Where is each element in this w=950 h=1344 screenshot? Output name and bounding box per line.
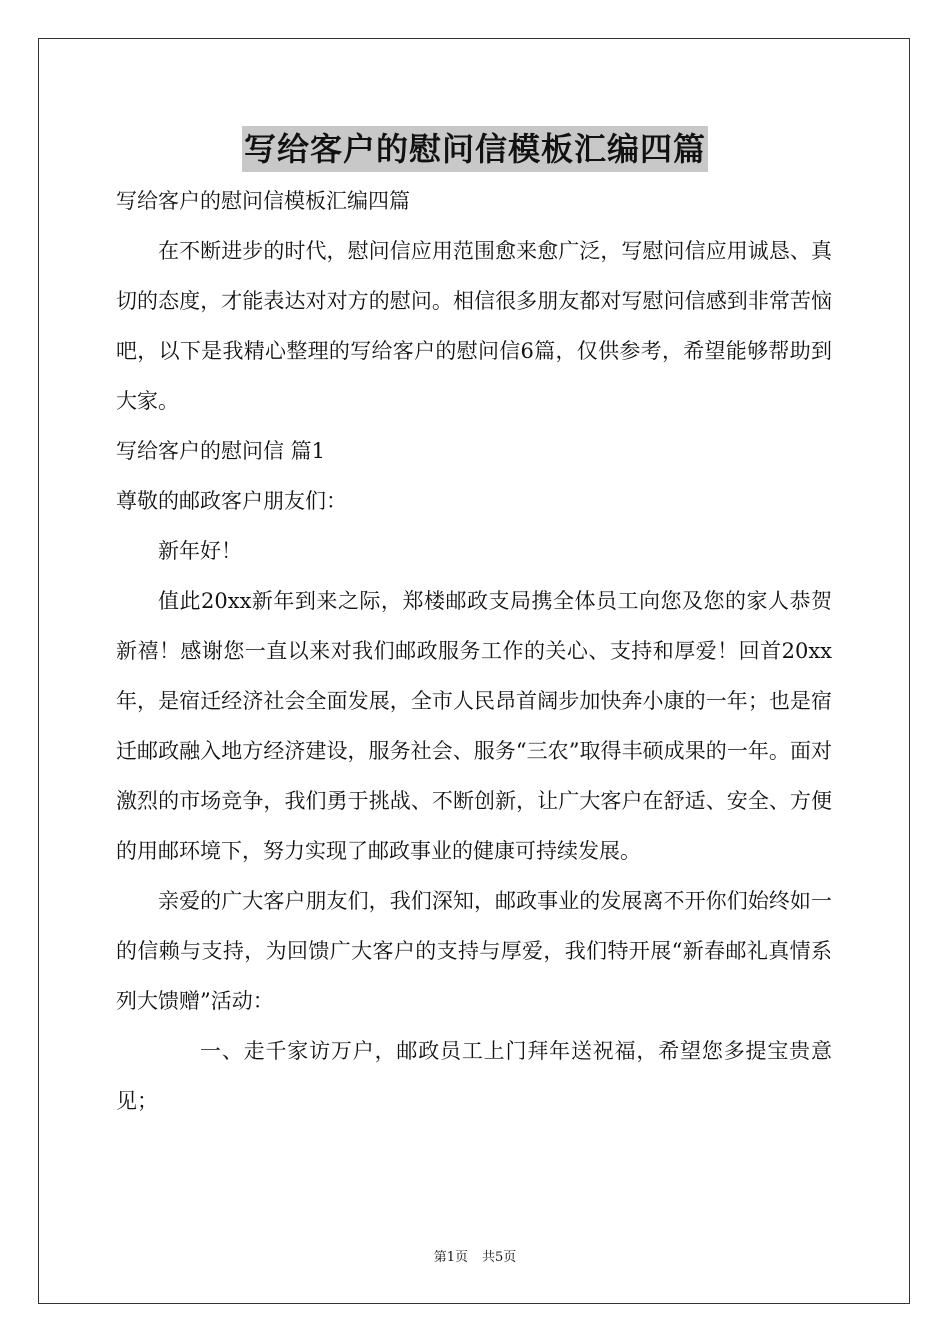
greeting: 新年好！ — [158, 539, 242, 563]
document-subtitle: 写给客户的慰问信模板汇编四篇 — [116, 189, 410, 213]
paragraph-body-2: 亲爱的广大客户朋友们，我们深知，邮政事业的发展离不开你们始终如一的信赖与支持，为回馈广大客户的支持与厚爱，我们特开展“新春邮礼真情系列大馈赠”活动： — [116, 889, 832, 1013]
salutation: 尊敬的邮政客户朋友们： — [116, 489, 347, 513]
paragraph-body-1: 值此20xx新年到来之际，郑楼邮政支局携全体员工向您及您的家人恭贺新禧！感谢您一直以来对我们邮政服务工作的关心、支持和厚爱！回首20xx年，是宿迁经济社会全面发展，全市人民昂首阔步加快奔小康的一年；也是宿迁邮政融入地方经济建设，服务社会、服务“三农”取得丰硕成果的一年。面对激烈的市场竞争，我们勇于挑战、不断创新，让广大客户在舒适、安全、方便的用邮环境下，努力实现了邮政事业的健康可持续发展。 — [116, 589, 832, 863]
title-wrap — [0, 126, 950, 172]
section-heading: 写给客户的慰问信 篇1 — [116, 439, 326, 463]
page-footer — [0, 1246, 950, 1265]
paragraph-item-1: 一、走千家访万户，邮政员工上门拜年送祝福，希望您多提宝贵意见； — [116, 1039, 832, 1113]
page-number: 第1页 — [433, 1250, 468, 1265]
document-body — [116, 176, 832, 1126]
paragraph-intro: 在不断进步的时代，慰问信应用范围愈来愈广泛，写慰问信应用诚恳、真切的态度，才能表达对对方的慰问。相信很多朋友都对写慰问信感到非常苦恼吧，以下是我精心整理的写给客户的慰问信6篇，仅供参考，希望能够帮助到大家。 — [116, 239, 832, 413]
document-title: 写给客户的慰问信模板汇编四篇 — [242, 126, 708, 172]
page-total: 共5页 — [482, 1250, 517, 1265]
